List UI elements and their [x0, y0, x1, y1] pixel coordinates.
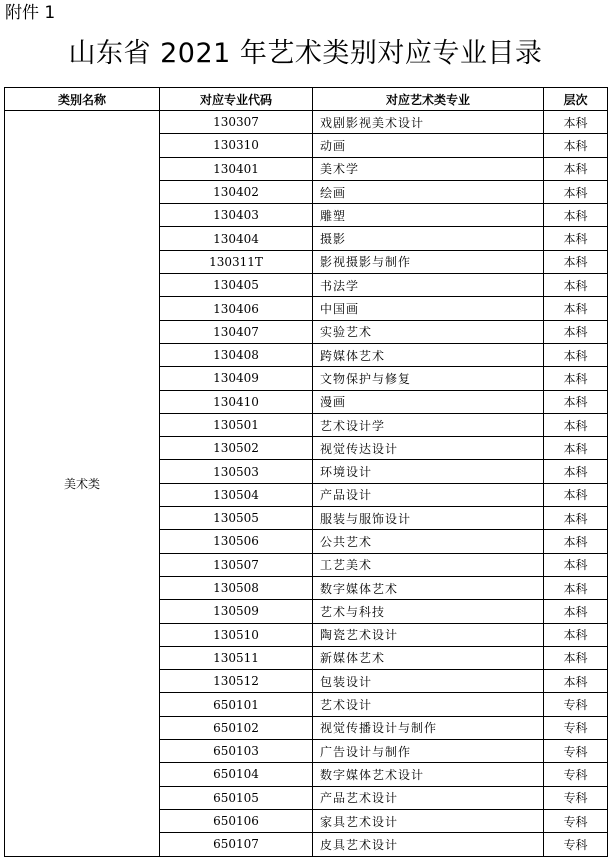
major-cell: 皮具艺术设计 — [313, 833, 544, 856]
level-cell: 本科 — [544, 297, 608, 320]
code-cell: 130402 — [160, 180, 313, 203]
major-cell: 陶瓷艺术设计 — [313, 623, 544, 646]
level-cell: 本科 — [544, 367, 608, 390]
level-cell: 专科 — [544, 833, 608, 856]
code-cell: 130511 — [160, 646, 313, 669]
level-cell: 专科 — [544, 716, 608, 739]
code-cell: 130504 — [160, 483, 313, 506]
major-cell: 包装设计 — [313, 670, 544, 693]
level-cell: 本科 — [544, 204, 608, 227]
major-cell: 中国画 — [313, 297, 544, 320]
level-cell: 专科 — [544, 740, 608, 763]
code-cell: 130311T — [160, 250, 313, 273]
code-cell: 130410 — [160, 390, 313, 413]
major-cell: 产品艺术设计 — [313, 786, 544, 809]
major-cell: 艺术设计学 — [313, 413, 544, 436]
major-cell: 美术学 — [313, 157, 544, 180]
code-cell: 650105 — [160, 786, 313, 809]
major-cell: 影视摄影与制作 — [313, 250, 544, 273]
major-cell: 视觉传达设计 — [313, 437, 544, 460]
code-cell: 130310 — [160, 134, 313, 157]
level-cell: 本科 — [544, 576, 608, 599]
code-cell: 130407 — [160, 320, 313, 343]
code-cell: 650103 — [160, 740, 313, 763]
code-cell: 130503 — [160, 460, 313, 483]
major-cell: 艺术与科技 — [313, 600, 544, 623]
table-row — [5, 111, 608, 134]
major-cell: 实验艺术 — [313, 320, 544, 343]
level-cell: 本科 — [544, 507, 608, 530]
code-cell: 130505 — [160, 507, 313, 530]
level-cell: 本科 — [544, 227, 608, 250]
document-title: 山东省 2021 年艺术类别对应专业目录 — [68, 38, 543, 69]
major-cell: 数字媒体艺术设计 — [313, 763, 544, 786]
level-cell: 本科 — [544, 180, 608, 203]
code-cell: 650106 — [160, 809, 313, 832]
level-cell: 专科 — [544, 786, 608, 809]
code-cell: 130408 — [160, 343, 313, 366]
header-major: 对应艺术类专业 — [313, 88, 544, 111]
level-cell: 本科 — [544, 343, 608, 366]
major-cell: 动画 — [313, 134, 544, 157]
major-cell: 公共艺术 — [313, 530, 544, 553]
level-cell: 本科 — [544, 390, 608, 413]
level-cell: 本科 — [544, 320, 608, 343]
major-cell: 环境设计 — [313, 460, 544, 483]
code-cell: 130507 — [160, 553, 313, 576]
code-cell: 650102 — [160, 716, 313, 739]
level-cell: 本科 — [544, 670, 608, 693]
level-cell: 本科 — [544, 460, 608, 483]
header-level: 层次 — [544, 88, 608, 111]
major-cell: 数字媒体艺术 — [313, 576, 544, 599]
code-cell: 130404 — [160, 227, 313, 250]
major-cell: 广告设计与制作 — [313, 740, 544, 763]
major-cell: 视觉传播设计与制作 — [313, 716, 544, 739]
category-cell: 美术类 — [5, 111, 160, 857]
major-cell: 书法学 — [313, 274, 544, 297]
major-cell: 漫画 — [313, 390, 544, 413]
code-cell: 130502 — [160, 437, 313, 460]
major-cell: 新媒体艺术 — [313, 646, 544, 669]
major-cell: 产品设计 — [313, 483, 544, 506]
level-cell: 本科 — [544, 623, 608, 646]
level-cell: 本科 — [544, 600, 608, 623]
level-cell: 本科 — [544, 413, 608, 436]
code-cell: 650104 — [160, 763, 313, 786]
annex-label: 附件 1 — [5, 3, 56, 23]
major-cell: 文物保护与修复 — [313, 367, 544, 390]
code-cell: 130510 — [160, 623, 313, 646]
major-cell: 跨媒体艺术 — [313, 343, 544, 366]
code-cell: 650101 — [160, 693, 313, 716]
code-cell: 650107 — [160, 833, 313, 856]
code-cell: 130409 — [160, 367, 313, 390]
level-cell: 本科 — [544, 553, 608, 576]
code-cell: 130307 — [160, 111, 313, 134]
level-cell: 专科 — [544, 809, 608, 832]
table-header-row — [5, 88, 608, 111]
major-cell: 绘画 — [313, 180, 544, 203]
code-cell: 130508 — [160, 576, 313, 599]
level-cell: 本科 — [544, 437, 608, 460]
code-cell: 130509 — [160, 600, 313, 623]
level-cell: 本科 — [544, 111, 608, 134]
level-cell: 本科 — [544, 530, 608, 553]
level-cell: 本科 — [544, 483, 608, 506]
level-cell: 本科 — [544, 250, 608, 273]
level-cell: 专科 — [544, 693, 608, 716]
majors-table — [4, 87, 608, 857]
code-cell: 130512 — [160, 670, 313, 693]
level-cell: 本科 — [544, 646, 608, 669]
major-cell: 雕塑 — [313, 204, 544, 227]
major-cell: 服装与服饰设计 — [313, 507, 544, 530]
major-cell: 戏剧影视美术设计 — [313, 111, 544, 134]
code-cell: 130406 — [160, 297, 313, 320]
code-cell: 130403 — [160, 204, 313, 227]
major-cell: 摄影 — [313, 227, 544, 250]
major-cell: 工艺美术 — [313, 553, 544, 576]
major-cell: 艺术设计 — [313, 693, 544, 716]
code-cell: 130501 — [160, 413, 313, 436]
header-code: 对应专业代码 — [160, 88, 313, 111]
level-cell: 本科 — [544, 157, 608, 180]
code-cell: 130405 — [160, 274, 313, 297]
level-cell: 专科 — [544, 763, 608, 786]
header-category: 类别名称 — [5, 88, 160, 111]
level-cell: 本科 — [544, 274, 608, 297]
major-cell: 家具艺术设计 — [313, 809, 544, 832]
code-cell: 130401 — [160, 157, 313, 180]
table-body — [5, 111, 608, 857]
level-cell: 本科 — [544, 134, 608, 157]
code-cell: 130506 — [160, 530, 313, 553]
